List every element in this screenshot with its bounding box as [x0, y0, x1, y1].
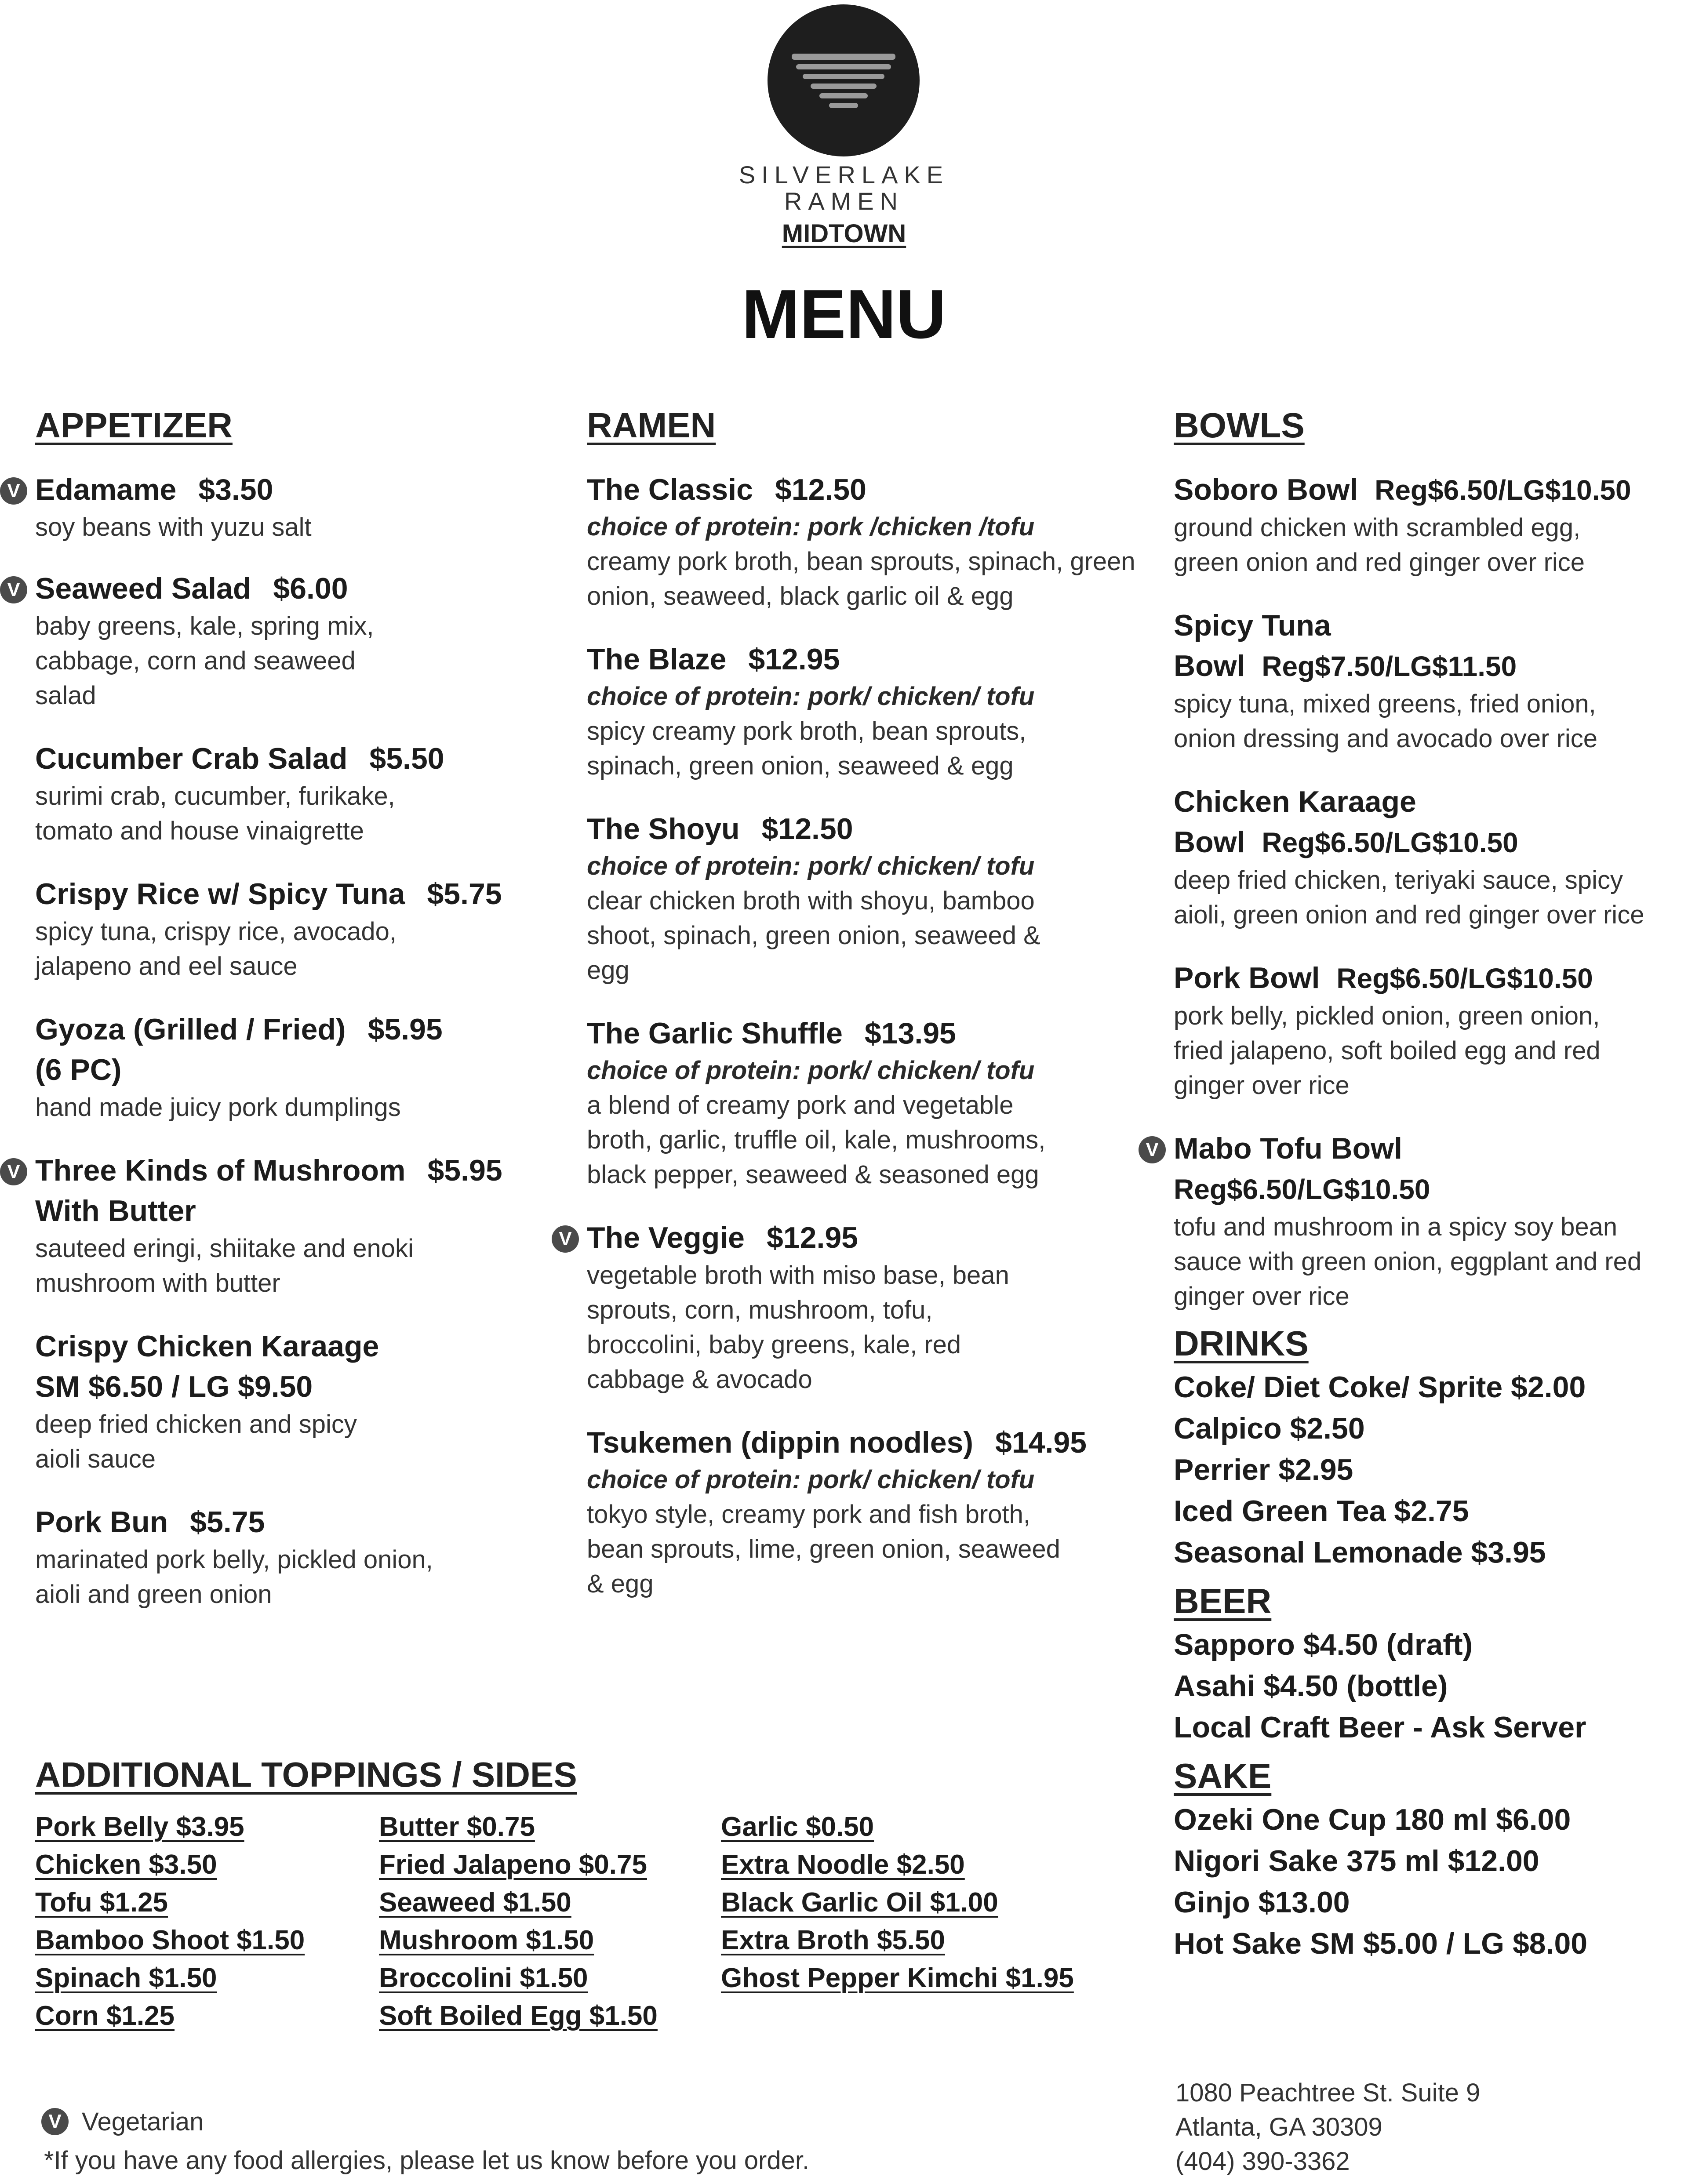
menu-item: The Classic $12.50 choice of protein: pork /chicken /tofu creamy pork broth, bean sprouts, spinach, green onion, seaweed, black garlic oil & egg [587, 473, 1135, 611]
topping-item: Ghost Pepper Kimchi $1.95 [721, 1963, 1074, 1993]
menu-item: The Blaze $12.95 choice of protein: pork/ chicken/ tofu spicy creamy pork broth, bean sprouts, spinach, green onion, seaweed & egg [587, 643, 1035, 780]
drink-item: Calpico $2.50 [1174, 1412, 1365, 1445]
topping-item: Soft Boiled Egg $1.50 [379, 2001, 658, 2031]
toppings-heading: ADDITIONAL TOPPINGS / SIDES [35, 1755, 577, 1794]
beer-item: Local Craft Beer - Ask Server [1174, 1711, 1586, 1744]
menu-item: Spicy Tuna Bowl Reg$7.50/LG$11.50 spicy tuna, mixed greens, fried onion, onion dressing and avocado over rice [1174, 609, 1598, 753]
menu-item: Pork Bun $5.75 marinated pork belly, pickled onion, aioli and green onion [35, 1505, 433, 1609]
beer-item: Sapporo $4.50 (draft) [1174, 1628, 1473, 1661]
topping-item: Garlic $0.50 [721, 1812, 874, 1842]
beer-item: Asahi $4.50 (bottle) [1174, 1669, 1448, 1703]
bowls-section [1146, 404, 1675, 1964]
sake-item: Hot Sake SM $5.00 / LG $8.00 [1174, 1927, 1588, 1960]
menu-item: V The Veggie $12.95 vegetable broth with miso base, bean sprouts, corn, mushroom, tofu, broccolini, baby greens, kale, red cabbage & avocado [587, 1217, 1150, 1397]
menu-item: Crispy Chicken Karaage SM $6.50 / LG $9.50 deep fried chicken and spicy aioli sauce [35, 1330, 379, 1473]
topping-item: Black Garlic Oil $1.00 [721, 1887, 998, 1918]
appetizer-section [7, 404, 554, 1612]
menu-item: Gyoza (Grilled / Fried) $5.95 (6 PC) hand made juicy pork dumplings [35, 1013, 443, 1122]
sake-item: Ozeki One Cup 180 ml $6.00 [1174, 1803, 1571, 1836]
menu-item: Chicken Karaage Bowl Reg$6.50/LG$10.50 deep fried chicken, teriyaki sauce, spicy aioli, green onion and red ginger over rice [1174, 785, 1644, 929]
vegetarian-icon: V [0, 1158, 27, 1185]
topping-item: Fried Jalapeno $0.75 [379, 1850, 647, 1880]
menu-item: V Seaweed Salad $6.00 baby greens, kale, spring mix, cabbage, corn and seaweed salad [35, 568, 554, 713]
vegetarian-icon: V [1139, 1136, 1166, 1163]
topping-item: Pork Belly $3.95 [35, 1812, 244, 1842]
topping-item: Bamboo Shoot $1.50 [35, 1925, 305, 1955]
menu-item: V Edamame $3.50 soy beans with yuzu salt [35, 469, 554, 545]
allergy-note: *If you have any food allergies, please let us know before you order. [44, 2146, 810, 2175]
ramen-section [559, 404, 1150, 1601]
vegetarian-icon: V [0, 576, 27, 603]
topping-item: Chicken $3.50 [35, 1850, 217, 1880]
sake-item: Ginjo $13.00 [1174, 1886, 1350, 1919]
location-label: MIDTOWN [782, 219, 906, 248]
silverlake-ramen-logo [768, 4, 920, 156]
brand-line-1: SILVERLAKE [738, 161, 950, 189]
menu-item: The Garlic Shuffle $13.95 choice of protein: pork/ chicken/ tofu a blend of creamy pork and vegetable broth, garlic, truffle oil, kale, mushrooms, black pepper, seaweed & seasoned egg [587, 1017, 1046, 1189]
topping-item: Broccolini $1.50 [379, 1963, 588, 1993]
sake-section [1174, 1755, 1675, 1964]
menu-item: Tsukemen (dippin noodles) $14.95 choice of protein: pork/ chicken/ tofu tokyo style, creamy pork and fish broth, bean sprouts, lime, green onion, seaweed & egg [587, 1426, 1087, 1598]
menu-item: V Mabo Tofu Bowl Reg$6.50/LG$10.50 tofu and mushroom in a spicy soy bean sauce with green onion, eggplant and red ginger over rice [1174, 1128, 1675, 1314]
topping-item: Corn $1.25 [35, 2001, 175, 2031]
menu-item: The Shoyu $12.50 choice of protein: pork/ chicken/ tofu clear chicken broth with shoyu, bamboo shoot, spinach, green onion, seaweed & egg [587, 812, 1040, 985]
brand-line-2: RAMEN [784, 187, 904, 215]
drinks-section [1174, 1323, 1675, 1573]
menu-item: Cucumber Crab Salad $5.50 surimi crab, cucumber, furikake, tomato and house vinaigrette [35, 742, 444, 845]
menu-item: V Three Kinds of Mushroom $5.95 With Butter sauteed eringi, shiitake and enoki mushroom with butter [35, 1150, 554, 1301]
beer-heading: BEER [1174, 1581, 1272, 1621]
menu-item: Soboro Bowl Reg$6.50/LG$10.50 ground chicken with scrambled egg, green onion and red ginger over rice [1174, 473, 1631, 577]
menu-title: MENU [742, 276, 946, 353]
topping-item: Seaweed $1.50 [379, 1887, 571, 1918]
sake-heading: SAKE [1174, 1756, 1272, 1795]
drinks-heading: DRINKS [1174, 1324, 1309, 1363]
toppings-column-1 [35, 1808, 305, 2035]
address-line-1: 1080 Peachtree St. Suite 9 [1175, 2079, 1481, 2107]
menu-item: Crispy Rice w/ Spicy Tuna $5.75 spicy tuna, crispy rice, avocado, jalapeno and eel sauce [35, 877, 502, 981]
address-line-2: Atlanta, GA 30309 [1175, 2113, 1382, 2141]
appetizer-heading: APPETIZER [35, 406, 233, 445]
vegetarian-legend-label: Vegetarian [82, 2108, 204, 2136]
sake-item: Nigori Sake 375 ml $12.00 [1174, 1844, 1539, 1878]
topping-item: Extra Broth $5.50 [721, 1925, 945, 1955]
drink-item: Seasonal Lemonade $3.95 [1174, 1536, 1546, 1569]
toppings-column-3 [721, 1808, 1074, 1997]
topping-item: Spinach $1.50 [35, 1963, 217, 1993]
vegetarian-icon: V [552, 1225, 579, 1253]
drink-item: Iced Green Tea $2.75 [1174, 1494, 1469, 1528]
topping-item: Tofu $1.25 [35, 1887, 168, 1918]
menu-item: Pork Bowl Reg$6.50/LG$10.50 pork belly, pickled onion, green onion, fried jalapeno, soft boiled egg and red ginger over rice [1174, 961, 1601, 1100]
beer-section [1174, 1580, 1675, 1748]
drink-item: Perrier $2.95 [1174, 1453, 1353, 1486]
topping-item: Extra Noodle $2.50 [721, 1850, 965, 1880]
vegetarian-legend-icon: V [41, 2108, 69, 2135]
topping-item: Butter $0.75 [379, 1812, 535, 1842]
ramen-heading: RAMEN [587, 406, 716, 445]
toppings-column-2 [379, 1808, 658, 2035]
drink-item: Coke/ Diet Coke/ Sprite $2.00 [1174, 1370, 1586, 1404]
vegetarian-icon: V [0, 477, 27, 505]
topping-item: Mushroom $1.50 [379, 1925, 594, 1955]
phone-number: (404) 390-3362 [1175, 2147, 1350, 2176]
bowls-heading: BOWLS [1174, 406, 1305, 445]
